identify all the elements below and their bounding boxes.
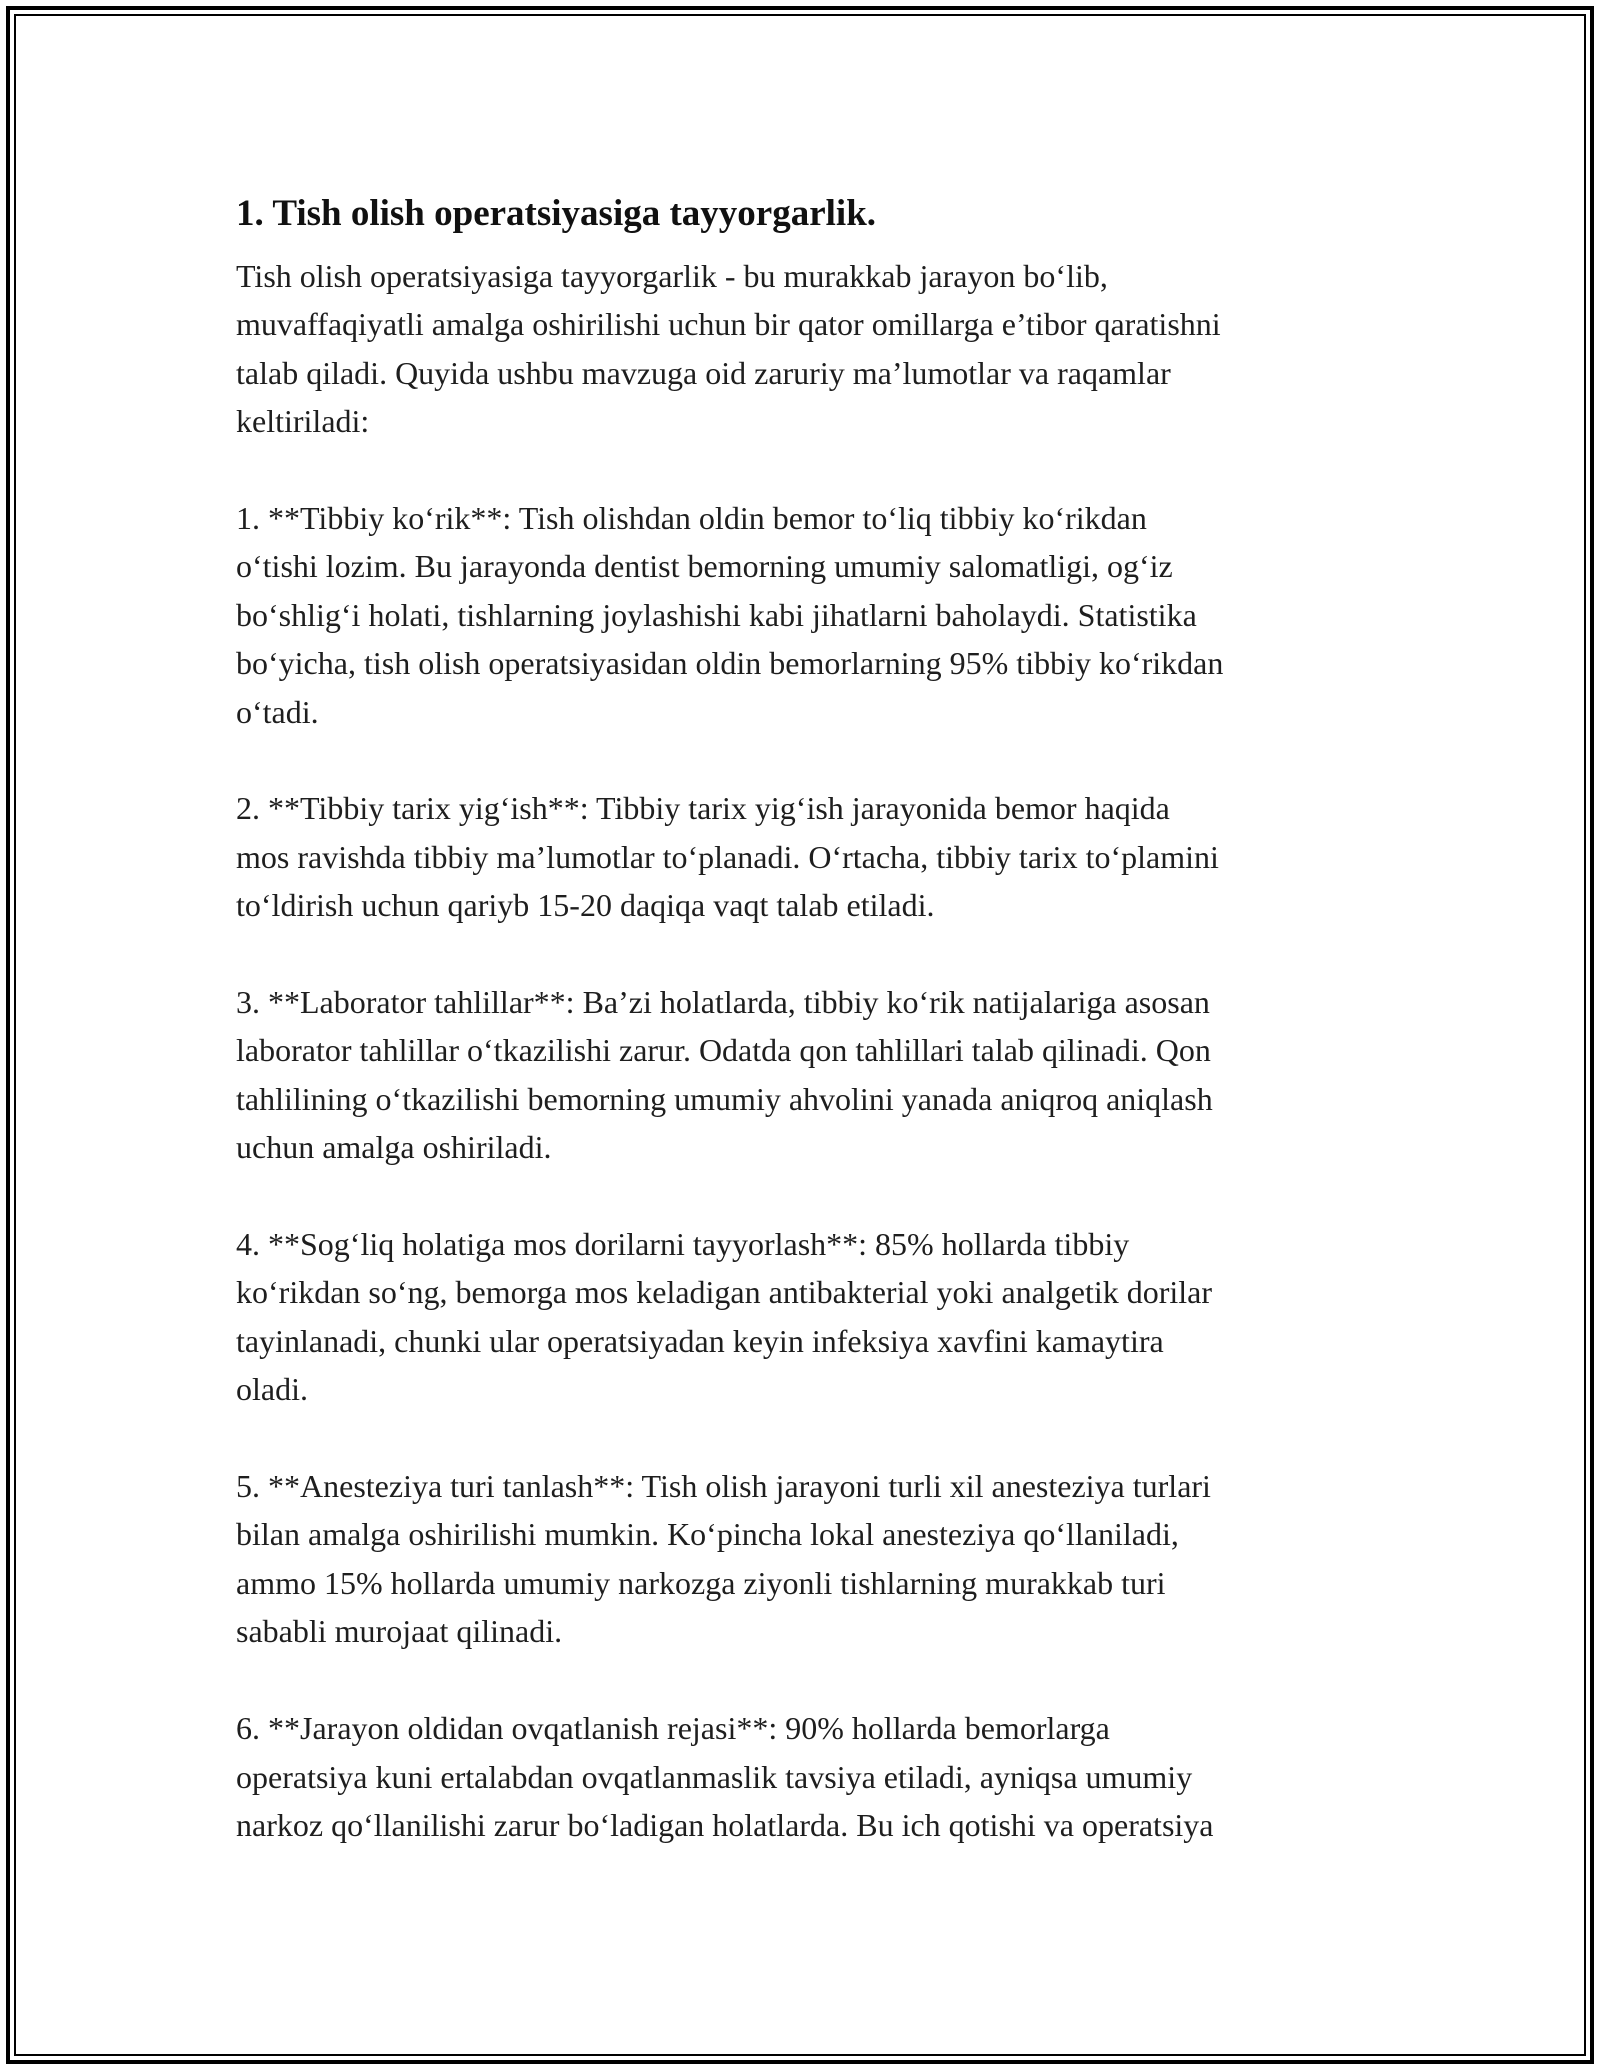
paragraph-line: laborator tahlillar o‘tkazilishi zarur. Odatda qon tahlillari talab qilinadi. Qon (236, 1032, 1211, 1069)
paragraph-line: 5. **Anesteziya turi tanlash**: Tish olish jarayoni turli xil anesteziya turlari (236, 1468, 1211, 1505)
paragraph-line: 2. **Tibbiy tarix yig‘ish**: Tibbiy tarix yig‘ish jarayonida bemor haqida (236, 790, 1170, 827)
paragraph-line: 6. **Jarayon oldidan ovqatlanish rejasi**: 90% hollarda bemorlarga (236, 1710, 1110, 1747)
paragraph-line: narkoz qo‘llanilishi zarur bo‘ladigan holatlarda. Bu ich qotishi va operatsiya (236, 1806, 1214, 1843)
paragraph-line: tayinlanadi, chunki ular operatsiyadan keyin infeksiya xavfini kamaytira (236, 1322, 1164, 1359)
paragraph-line: tahlilining o‘tkazilishi bemorning umumiy ahvolini yanada aniqroq aniqlash (236, 1080, 1213, 1117)
paragraph-line: oladi. (236, 1371, 308, 1408)
paragraph (236, 1704, 1376, 1849)
paragraph (236, 978, 1376, 1172)
paragraph-line: bo‘yicha, tish olish operatsiyasidan oldin bemorlarning 95% tibbiy ko‘rikdan (236, 645, 1224, 682)
paragraph (236, 1462, 1376, 1656)
paragraph-line: 1. **Tibbiy ko‘rik**: Tish olishdan oldin bemor to‘liq tibbiy ko‘rikdan (236, 500, 1147, 537)
paragraph-line: sababli murojaat qilinadi. (236, 1613, 563, 1650)
paragraph-line: muvaffaqiyatli amalga oshirilishi uchun bir qator omillarga e’tibor qaratishni (236, 306, 1221, 343)
paragraph (236, 784, 1376, 929)
paragraph-line: bo‘shlig‘i holati, tishlarning joylashishi kabi jihatlarni baholaydi. Statistika (236, 596, 1197, 633)
paragraph (236, 1220, 1376, 1414)
paragraph-line: Tish olish operatsiyasiga tayyorgarlik - bu murakkab jarayon bo‘lib, (236, 258, 1108, 294)
paragraph-line: o‘tishi lozim. Bu jarayonda dentist bemorning umumiy salomatligi, og‘iz (236, 548, 1173, 585)
paragraph (236, 494, 1376, 736)
paragraph-line: uchun amalga oshiriladi. (236, 1129, 552, 1166)
paragraph-line: ko‘rikdan so‘ng, bemorga mos keladigan antibakterial yoki analgetik dorilar (236, 1274, 1213, 1311)
paragraph-line: ammo 15% hollarda umumiy narkozga ziyonli tishlarning murakkab turi (236, 1564, 1166, 1601)
paragraph-line: o‘tadi. (236, 693, 319, 730)
paragraph-line: operatsiya kuni ertalabdan ovqatlanmaslik tavsiya etiladi, ayniqsa umumiy (236, 1758, 1193, 1795)
paragraph (236, 252, 1376, 446)
paragraph-line: 4. **Sog‘liq holatiga mos dorilarni tayyorlash**: 85% hollarda tibbiy (236, 1226, 1130, 1263)
document-body (236, 190, 1376, 1898)
paragraph-line: bilan amalga oshirilishi mumkin. Ko‘pincha lokal anesteziya qo‘llaniladi, (236, 1516, 1179, 1553)
paragraph-line: 3. **Laborator tahlillar**: Ba’zi holatlarda, tibbiy ko‘rik natijalariga asosan (236, 984, 1210, 1021)
paragraph-line: mos ravishda tibbiy ma’lumotlar to‘planadi. O‘rtacha, tibbiy tarix to‘plamini (236, 838, 1219, 875)
paragraph-list (236, 252, 1376, 1849)
section-title: 1. Tish olish operatsiyasiga tayyorgarlik. (236, 193, 877, 234)
paragraph-line: to‘ldirish uchun qariyb 15-20 daqiqa vaqt talab etiladi. (236, 887, 935, 924)
paragraph-line: talab qiladi. Quyida ushbu mavzuga oid zaruriy ma’lumotlar va raqamlar (236, 354, 1171, 391)
paragraph-line: keltiriladi: (236, 403, 370, 440)
